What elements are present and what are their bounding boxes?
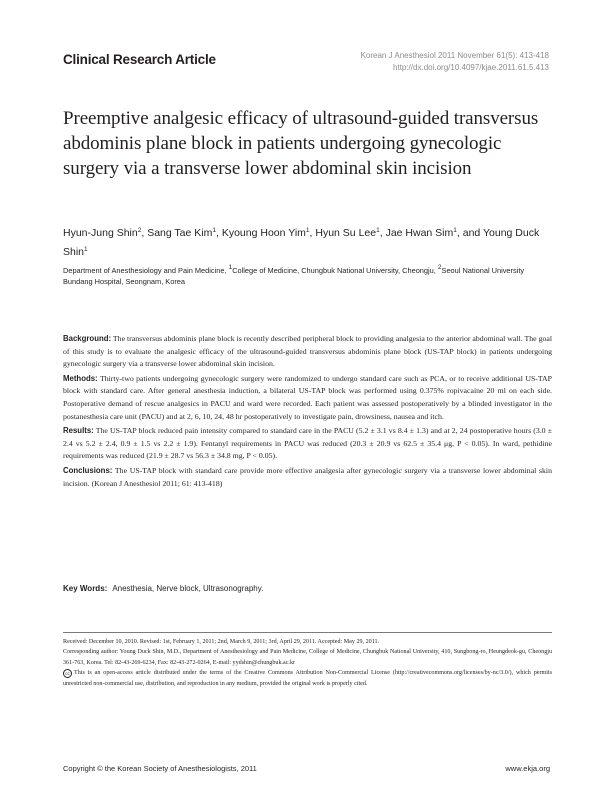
author-name: Jae Hwan Sim (385, 227, 454, 239)
creative-commons-icon: cc (63, 669, 72, 678)
affiliations (63, 262, 548, 287)
section-text: The transversus abdominis plane block is recently described peripheral block to providing analgesia to the anterior abdominal wall. The goal of this study is to evaluate the analgesic efficacy of the ultrasound-guided transversus abdominis plane block (US-TAP block) in patients undergoing gynecologic surgery via a transverse lower abdominal skin incision. (63, 334, 552, 369)
author-separator: , (379, 227, 386, 239)
affiliation-mark: 2 (437, 264, 442, 271)
abstract-background (63, 333, 552, 371)
affiliation-text: Seoul National University Bundang Hospital, Seongnam, Korea (63, 266, 525, 286)
section-text: Thirty-two patients undergoing gynecologic surgery were randomized to undergo standard care such as PCA, or to receive additional US-TAP block with standard care. After general anesthesia induction, a bilateral US-TAP block was performed using 0.375% ropivacaine 20 ml on each side. Postoperative demand of rescue analgesics in PACU and ward were recorded. Each patient was assessed postoperatively by a blinded investigator in the postanesthesia care unit (PACU) and at 2, 6, 10, 24, 48 hr postoperatively to investigate pain, drowsiness, nausea and itch. (63, 373, 552, 421)
author-affiliation-mark: 1 (305, 227, 310, 234)
keywords-text: Anesthesia, Nerve block, Ultrasonography. (112, 584, 264, 593)
keywords-label: Key Words: (63, 584, 108, 593)
section-label: Conclusions: (63, 465, 113, 475)
section-text: The US-TAP block reduced pain intensity compared to standard care in the PACU (5.2 ± 3.1 vs 8.4 ± 1.3) and at 2, 24 postoperative hours (3.0 ± 2.4 vs 5.2 ± 2.4, 0.9 ± 1.5 vs 2.2 ± 1.9). Fentanyl requirements in PACU was reduced (20.3 ± 20.9 vs 62.5 ± 35.4 μg, P < 0.05). In ward, pethidine requirements was reduced (21.9 ± 28.7 vs 56.3 ± 34.8 mg, P < 0.05). (63, 426, 552, 461)
abstract-results (63, 425, 552, 463)
author-name: Hyun Su Lee (315, 227, 377, 239)
author-affiliation-mark: 1 (84, 245, 88, 253)
copyright-notice: Copyright © the Korean Society of Anesthesiologists, 2011 (63, 764, 257, 773)
abstract-methods (63, 373, 552, 423)
section-text: The US-TAP block with standard care provide more effective analgesia after gynecologic surgery via a transverse lower abdominal skin incision. (Korean J Anesthesiol 2011; 61: 413-418) (63, 465, 552, 488)
author-name: Hyun-Jung Shin (63, 227, 138, 239)
affiliation-mark: 1 (228, 264, 233, 271)
journal-citation (361, 50, 549, 73)
abstract (63, 333, 552, 492)
article-title: Preemptive analgesic efficacy of ultrasound-guided transversus abdominis plane block in patients undergoing gynecologic surgery via a transverse lower abdominal skin incision (63, 108, 539, 179)
footnote-divider (63, 632, 552, 633)
journal-citation-line: Korean J Anesthesiol 2011 November 61(5): 413-418 (360, 51, 549, 60)
author-separator: , (141, 227, 148, 239)
license-text: This is an open-access article distributed under the terms of the Creative Commons Attribution Non-Commercial License (http://creativecommons.org/licenses/by-nc/3.0/), which permits unrestricted non-commercial use, distribution, and reproduction in any medium, provided the original work is properly cited. (63, 670, 552, 687)
affiliation-text: College of Medicine, Chungbuk National University, Cheongju, (232, 266, 438, 275)
abstract-conclusions (63, 465, 552, 490)
author-name: Sang Tae Kim (147, 227, 213, 239)
license-note (63, 668, 552, 689)
author-affiliation-mark: 1 (212, 227, 216, 234)
keywords (63, 584, 263, 593)
section-label: Methods: (63, 373, 98, 383)
author-separator: , (309, 227, 316, 239)
article-type-label: Clinical Research Article (63, 52, 216, 67)
author-name: Young Duck Shin (63, 227, 540, 258)
author-affiliation-mark: 1 (376, 227, 380, 234)
section-label: Background: (63, 334, 112, 343)
author-name: Kyoung Hoon Yim (221, 227, 306, 239)
received-dates: Received: December 10, 2010. Revised: 1st, February 1, 2011; 2nd, March 9, 2011; 3rd, April 29, 2011. Accepted: May 29, 2011. (63, 639, 380, 645)
journal-website-link[interactable]: www.ekja.org (505, 764, 550, 773)
author-separator: , and (456, 227, 483, 239)
doi-link[interactable]: http://dx.doi.org/10.4097/kjae.2011.61.5.413 (393, 62, 549, 72)
author-affiliation-mark: 1 (453, 227, 457, 234)
author-separator: , (216, 227, 222, 239)
section-label: Results: (63, 426, 94, 436)
affiliation-text: Department of Anesthesiology and Pain Medicine, (63, 266, 229, 275)
corresponding-author: Corresponding author: Young Duck Shin, M.D., Department of Anesthesiology and Pain Medicine, College of Medicine, Chungbuk National University, 410, Sungbong-ro, Heungdeok-gu, Cheongju 361-763, Korea. Tel: 82-43-269-6234, Fax: 82-43-272-0264, E-mail: yydshin@chungbuk.ac.kr (63, 649, 552, 666)
author-affiliation-mark: 2 (137, 227, 142, 234)
author-list (63, 223, 543, 260)
footnotes (63, 637, 552, 689)
